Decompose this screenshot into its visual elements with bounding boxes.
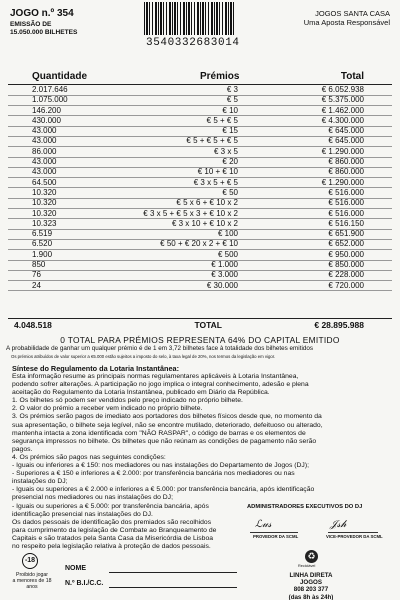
table-row bbox=[0, 281, 400, 291]
row-prize: € 1.000 bbox=[211, 260, 238, 270]
nome-line bbox=[109, 572, 237, 573]
row-prize: € 3 bbox=[226, 85, 238, 94]
regulation-title: Síntese do Regulamento da Lotaria Instantânea: bbox=[12, 364, 180, 373]
row-quantity: 146.200 bbox=[32, 105, 61, 115]
row-total: € 645.000 bbox=[328, 136, 364, 146]
table-row bbox=[0, 270, 400, 280]
table-row bbox=[0, 126, 400, 136]
recycle-icon: ♻ bbox=[305, 550, 318, 563]
regulation-line: mantenha intacta a zona identificada com "NÃO RASPAR", o código de barras e os elementos de bbox=[12, 429, 306, 437]
regulation-line: Os dados pessoais de identificação dos premiados são recolhidos bbox=[12, 518, 212, 526]
helpline-block bbox=[281, 572, 341, 600]
table-row bbox=[0, 188, 400, 198]
table-row bbox=[0, 198, 400, 208]
row-quantity: 10.320 bbox=[32, 208, 57, 218]
row-prize: € 10 bbox=[222, 105, 238, 115]
brand-name: JOGOS SANTA CASA bbox=[315, 9, 390, 18]
row-total: € 645.000 bbox=[328, 126, 364, 136]
table-row bbox=[0, 167, 400, 177]
row-total: € 720.000 bbox=[328, 280, 364, 290]
total-quantity: 4.048.518 bbox=[14, 320, 52, 330]
col-header-total: Total bbox=[340, 71, 364, 82]
col-header-premios: Prémios bbox=[200, 71, 240, 82]
regulation-line: para cumprimento da legislação de Combate ao Branqueamento de bbox=[12, 526, 217, 534]
regulation-line: 2. O valor do prémio a receber vem indicado no próprio bilhete. bbox=[12, 405, 203, 413]
regulation-line: instalações do DJ; bbox=[12, 478, 68, 486]
row-total: € 516.000 bbox=[328, 208, 364, 218]
row-quantity: 10.320 bbox=[32, 187, 57, 197]
total-value: € 28.895.988 bbox=[314, 320, 364, 330]
row-prize: € 3 x 5 + € 5 bbox=[193, 177, 238, 187]
row-total: € 1.290.000 bbox=[321, 177, 364, 187]
table-row bbox=[0, 116, 400, 126]
signature-line-right bbox=[328, 532, 378, 533]
row-prize: € 15 bbox=[222, 126, 238, 136]
regulation-line: no respeito pela legislação relativa à proteção de dados pessoais. bbox=[12, 542, 211, 550]
helpline-title: LINHA DIRETA JOGOS bbox=[289, 572, 333, 587]
table-row bbox=[0, 147, 400, 157]
table-row bbox=[0, 136, 400, 146]
provedor-label: PROVEDOR DA SCML bbox=[253, 534, 299, 539]
row-total: € 1.290.000 bbox=[321, 146, 364, 156]
row-quantity: 10.323 bbox=[32, 218, 57, 228]
table-row bbox=[0, 157, 400, 167]
row-prize: € 5 x 6 + € 10 x 2 bbox=[176, 198, 238, 208]
row-quantity: 43.000 bbox=[32, 157, 57, 167]
nome-label: NOME bbox=[65, 565, 86, 572]
regulation-line: - Iguais ou inferiores a € 150: nos mediadores ou nas instalações do Departamento de Jogos (DJ); bbox=[12, 462, 309, 470]
brand-block bbox=[304, 9, 390, 27]
regulation-text bbox=[12, 373, 323, 551]
regulation-line: sua apresentação, o bilhete seja legível, não se encontre mutilado, deteriorado, defeituoso ou alterado, bbox=[12, 421, 323, 429]
emission-line-1: EMISSÃO DE bbox=[10, 21, 52, 28]
row-total: € 5.375.000 bbox=[321, 95, 364, 105]
capital-statement: 0 TOTAL PARA PRÉMIOS REPRESENTA 64% DO CAPITAL EMITIDO bbox=[60, 335, 340, 345]
row-total: € 950.000 bbox=[328, 249, 364, 259]
nbi-line bbox=[109, 587, 237, 588]
row-total: € 1.462.000 bbox=[321, 105, 364, 115]
row-prize: € 3.000 bbox=[211, 270, 238, 280]
row-quantity: 43.000 bbox=[32, 167, 57, 177]
row-prize: € 50 + € 20 x 2 + € 10 bbox=[160, 239, 238, 249]
row-prize: € 20 bbox=[222, 157, 238, 167]
total-divider bbox=[8, 318, 392, 319]
row-total: € 516.000 bbox=[328, 198, 364, 208]
row-prize: € 5 + € 5 bbox=[206, 115, 238, 125]
nbi-label: N.º B.I./C.C. bbox=[65, 580, 104, 587]
row-quantity: 86.000 bbox=[32, 146, 57, 156]
prize-table bbox=[0, 85, 400, 291]
row-quantity: 43.000 bbox=[32, 136, 57, 146]
row-total: € 4.300.000 bbox=[321, 115, 364, 125]
barcode-number: 3540332683014 bbox=[146, 37, 240, 49]
row-quantity: 1.900 bbox=[32, 249, 53, 259]
regulation-line: podendo sofrer alterações. A participação no jogo implica o integral conhecimento, adesão e plena bbox=[12, 381, 309, 389]
row-prize: € 3 x 5 bbox=[213, 146, 238, 156]
total-row bbox=[0, 320, 400, 331]
table-row bbox=[0, 106, 400, 116]
regulation-line: presencial nos mediadores ou nas instalações do DJ; bbox=[12, 494, 173, 502]
table-row bbox=[0, 219, 400, 229]
recycle-label: Reciclável bbox=[298, 564, 316, 568]
table-row bbox=[0, 239, 400, 249]
row-prize: € 3 x 5 + € 5 x 3 + € 10 x 2 bbox=[143, 208, 238, 218]
row-total: € 6.052.938 bbox=[321, 85, 364, 94]
vice-provedor-label: VICE-PROVEDOR DA SCML bbox=[326, 534, 383, 539]
table-row bbox=[0, 209, 400, 219]
age-restriction-icon: -18 bbox=[22, 553, 38, 569]
row-quantity: 430.000 bbox=[32, 115, 61, 125]
row-prize: € 5 + € 5 + € 5 bbox=[186, 136, 238, 146]
regulation-line: 4. Os prémios são pagos nas seguintes condições: bbox=[12, 453, 166, 461]
row-prize: € 30.000 bbox=[206, 280, 238, 290]
helpline-hours: (das 8h às 24h) bbox=[288, 593, 334, 600]
row-quantity: 2.017.646 bbox=[32, 85, 68, 94]
tax-note: Os prémios atribuídos de valor superior a €5.000 estão sujeitos a imposto do selo, à taxa legal de 20%, nos termos da legislação em vigor. bbox=[11, 354, 276, 359]
row-total: € 516.000 bbox=[328, 187, 364, 197]
table-row bbox=[0, 260, 400, 270]
total-label: TOTAL bbox=[194, 320, 222, 330]
regulation-line: pagos. bbox=[12, 445, 33, 453]
row-quantity: 24 bbox=[32, 280, 41, 290]
col-header-quantidade: Quantidade bbox=[32, 71, 88, 82]
age-text-line-1: Proibido jogar bbox=[15, 572, 48, 578]
row-total: € 860.000 bbox=[328, 167, 364, 177]
row-prize: € 5 bbox=[226, 95, 238, 105]
regulation-line: segurança impressos no bilhete. Os bilhetes que não reúnam as condições de pagamento não serão bbox=[12, 437, 317, 445]
emission-line-2: 15.050.000 BILHETES bbox=[10, 29, 78, 36]
row-total: € 228.000 bbox=[328, 270, 364, 280]
admin-title: ADMINISTRADORES EXECUTIVOS DO DJ bbox=[247, 504, 363, 510]
row-total: € 651.900 bbox=[328, 229, 364, 239]
row-total: € 652.000 bbox=[328, 239, 364, 249]
row-total: € 516.150 bbox=[328, 218, 364, 228]
signature-line-left bbox=[250, 532, 298, 533]
signature-right: 𝒥𝓈𝒽 bbox=[330, 519, 347, 530]
brand-tagline: Uma Aposta Responsável bbox=[303, 18, 390, 27]
probability-statement: A probabilidade de ganhar um qualquer prémio é de 1 em 3,72 bilhetes face à totalidade dos bilhetes emitidos bbox=[6, 345, 314, 352]
table-row bbox=[0, 95, 400, 105]
game-number: JOGO n.º 354 bbox=[10, 8, 74, 19]
row-prize: € 3 x 10 + € 10 x 2 bbox=[171, 218, 238, 228]
table-row bbox=[0, 178, 400, 188]
age-text-line-2: a menores de 18 anos bbox=[12, 578, 52, 591]
regulation-line: 1. Os bilhetes só podem ser vendidos pelo preço indicado no próprio bilhete. bbox=[12, 397, 243, 405]
age-restriction-text bbox=[10, 572, 54, 591]
row-quantity: 43.000 bbox=[32, 126, 57, 136]
regulation-line: Capitais e são tratados pela Santa Casa da Misericórdia de Lisboa bbox=[12, 534, 214, 542]
table-row bbox=[0, 85, 400, 95]
regulation-line: Esta informação resume as principais normas regulamentares aplicáveis à Lotaria Instantânea, bbox=[12, 373, 299, 380]
regulation-line: aceitação do Regulamento da Lotaria Instantânea, publicado em Diário da República. bbox=[12, 389, 270, 397]
table-row bbox=[0, 229, 400, 239]
row-quantity: 6.519 bbox=[32, 229, 53, 239]
row-prize: € 10 + € 10 bbox=[197, 167, 238, 177]
row-quantity: 76 bbox=[32, 270, 41, 280]
row-quantity: 1.075.000 bbox=[32, 95, 68, 105]
regulation-line: - Iguais ou superiores a € 2.000 e inferiores a € 5.000: por transferência bancária, após identificação bbox=[12, 486, 315, 494]
regulation-line: - Iguais ou superiores a € 5.000: por transferência bancária, após bbox=[12, 502, 209, 510]
barcode bbox=[144, 2, 236, 35]
row-quantity: 64.500 bbox=[32, 177, 57, 187]
emission-info bbox=[10, 21, 77, 37]
table-row bbox=[0, 250, 400, 260]
row-quantity: 10.320 bbox=[32, 198, 57, 208]
signature-left: ℒ𝓊𝓈 bbox=[255, 519, 272, 530]
regulation-line: 3. Os prémios serão pagos de imediato aos portadores dos bilhetes físicos desde que, no momento da bbox=[12, 413, 322, 421]
row-quantity: 6.520 bbox=[32, 239, 53, 249]
row-quantity: 850 bbox=[32, 260, 46, 270]
regulation-line: identificação presencial nas instalações do DJ. bbox=[12, 510, 153, 518]
row-total: € 860.000 bbox=[328, 157, 364, 167]
row-prize: € 50 bbox=[222, 187, 238, 197]
row-prize: € 500 bbox=[217, 249, 238, 259]
regulation-line: - Superiores a € 150 e inferiores a € 2.000: por transferência bancária nos mediadores ou nas bbox=[12, 470, 295, 478]
row-total: € 850.000 bbox=[328, 260, 364, 270]
helpline-number: 808 203 377 bbox=[293, 586, 329, 594]
row-prize: € 100 bbox=[217, 229, 238, 239]
